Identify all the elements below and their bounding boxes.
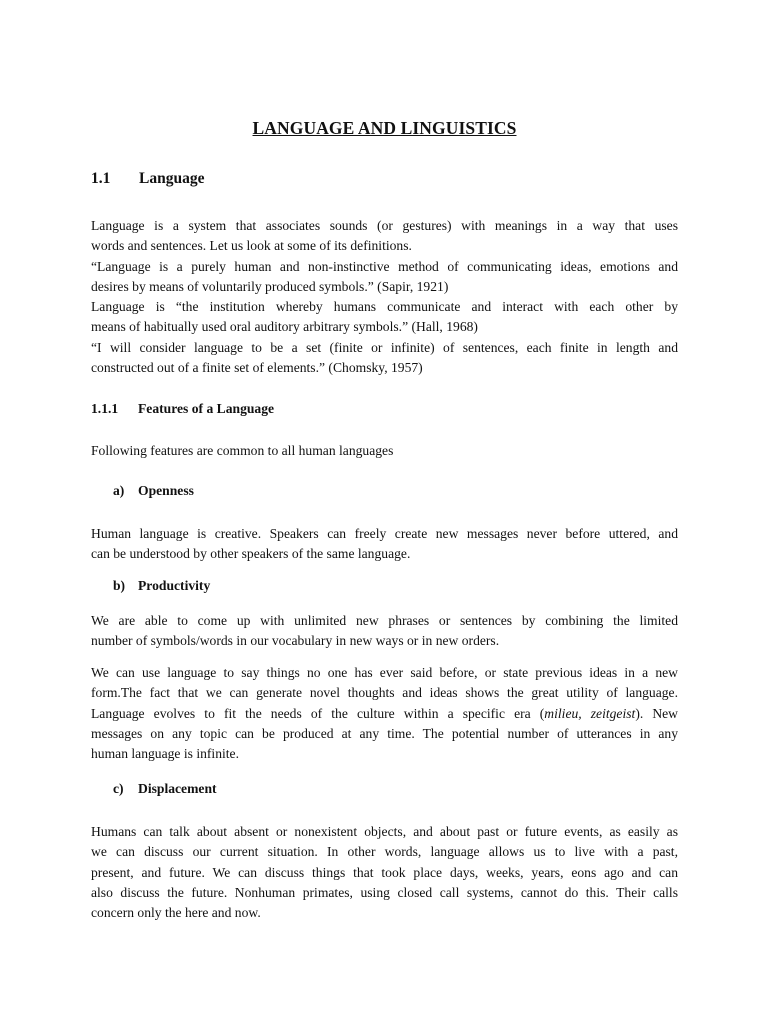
section-number: 1.1 [91, 170, 111, 187]
subsection-number: 1.1.1 [91, 401, 119, 416]
feature-productivity-p1 [91, 611, 678, 652]
subsection-lead [91, 441, 678, 461]
feature-title: Productivity [138, 578, 211, 593]
feature-line: Humans can talk about absent or nonexistent objects, and about past or future events, as easily as [91, 824, 678, 839]
feature-openness-text [91, 524, 678, 565]
feature-line: can be understood by other speakers of the same language. [91, 546, 411, 562]
feature-line-with-italic [91, 704, 678, 724]
lead-line: Following features are common to all human languages [91, 443, 394, 458]
feature-label: b) [113, 578, 126, 593]
intro-line: Language is “the institution whereby humans communicate and interact with each other by [91, 299, 678, 315]
document-title: LANGUAGE AND LINGUISTICS [252, 118, 517, 138]
italic-terms: milieu, zeitgeist [544, 705, 636, 721]
feature-line: Human language is creative. Speakers can freely create new messages never before uttered, and [91, 526, 678, 541]
feature-label: c) [113, 781, 124, 796]
line-text: Language evolves to fit the needs of the culture within a specific era ( [91, 705, 545, 721]
feature-heading-productivity [113, 578, 210, 594]
section-title: Language [139, 170, 205, 187]
feature-line: present, and future. We can discuss things that took place days, weeks, years, eons ago and can [91, 864, 678, 880]
subsection-heading [91, 401, 274, 417]
intro-line: desires by means of voluntarily produced symbols.” (Sapir, 1921) [91, 278, 449, 294]
intro-line: “I will consider language to be a set (finite or infinite) of sentences, each finite in length and [91, 339, 678, 355]
line-text: ). New [635, 705, 678, 721]
feature-line: concern only the here and now. [91, 905, 261, 921]
feature-line: We can use language to say things no one has ever said before, or state previous ideas in a new [91, 665, 678, 680]
intro-line: “Language is a purely human and non-instinctive method of communicating ideas, emotions and [91, 258, 678, 274]
feature-line: number of symbols/words in our vocabulary in new ways or in new orders. [91, 633, 500, 649]
feature-heading-displacement [113, 781, 217, 797]
intro-line: words and sentences. Let us look at some of its definitions. [91, 238, 412, 254]
feature-line: also discuss the future. Nonhuman primates, using closed call systems, cannot do this. Their calls [91, 884, 678, 900]
feature-line: form.The fact that we can generate novel thoughts and ideas shows the great utility of language. [91, 685, 678, 701]
subsection-title: Features of a Language [138, 401, 275, 416]
feature-title: Openness [138, 483, 194, 498]
intro-line: Language is a system that associates sounds (or gestures) with meanings in a way that uses [91, 218, 678, 233]
section-heading [91, 170, 204, 188]
feature-line: we can discuss our current situation. In other words, language allows us to live with a past, [91, 844, 678, 860]
feature-line: We are able to come up with unlimited new phrases or sentences by combining the limited [91, 613, 678, 628]
feature-line: human language is infinite. [91, 746, 239, 762]
intro-line: constructed out of a finite set of elements.” (Chomsky, 1957) [91, 360, 423, 376]
feature-productivity-p2 [91, 663, 678, 764]
section-intro [91, 216, 678, 378]
feature-label: a) [113, 483, 125, 498]
feature-heading-openness [113, 483, 194, 499]
feature-line: messages on any topic can be produced at any time. The potential number of utterances in any [91, 725, 678, 741]
intro-line: means of habitually used oral auditory arbitrary symbols.” (Hall, 1968) [91, 319, 478, 335]
feature-title: Displacement [138, 781, 217, 796]
feature-displacement-text [91, 822, 678, 923]
